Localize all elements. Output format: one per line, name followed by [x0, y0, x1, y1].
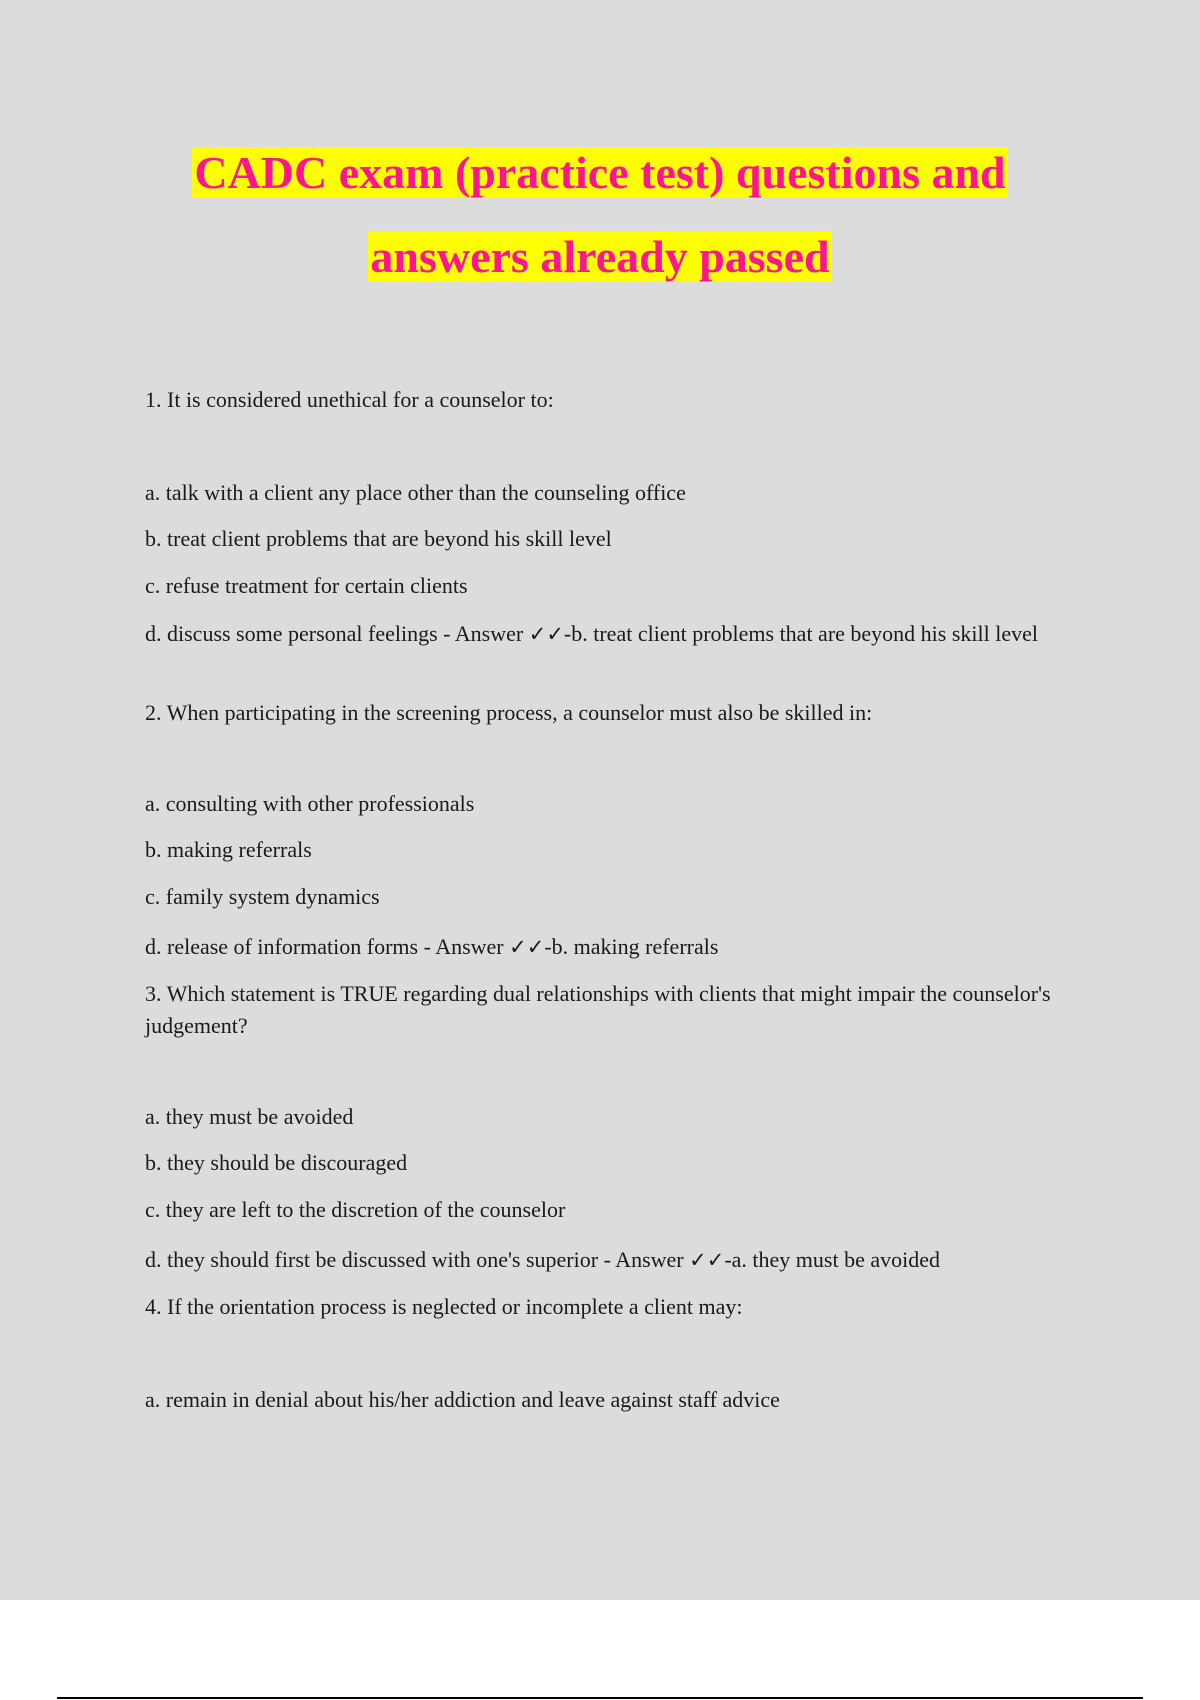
footer-rule [57, 1697, 1143, 1699]
question-4-option-a: a. remain in denial about his/her addiction and leave against staff advice [145, 1387, 780, 1412]
question-3-answer: -a. they must be avoided [724, 1247, 940, 1272]
question-2-option-b: b. making referrals [145, 837, 312, 862]
document-title-line-1 [0, 145, 1200, 201]
question-1-option-d: d. discuss some personal feelings - Answer [145, 621, 529, 646]
question-4-stem: 4. If the orientation process is neglected or incomplete a client may: [145, 1294, 743, 1319]
question-3-option-c: c. they are left to the discretion of the counselor [145, 1197, 566, 1222]
question-1-option-a: a. talk with a client any place other than the counseling office [145, 480, 686, 505]
question-2-stem: 2. When participating in the screening process, a counselor must also be skilled in: [145, 700, 873, 725]
checkmark-icon: ✓✓ [689, 1248, 725, 1272]
question-2-option-d-answer [145, 931, 718, 963]
question-3-option-a: a. they must be avoided [145, 1104, 354, 1129]
question-2-option-a: a. consulting with other professionals [145, 791, 475, 816]
document-title-line-2 [0, 229, 1200, 285]
question-2-option-d: d. release of information forms - Answer [145, 934, 510, 959]
question-1-stem: 1. It is considered unethical for a counselor to: [145, 387, 554, 412]
question-1-option-b: b. treat client problems that are beyond his skill level [145, 526, 612, 551]
checkmark-icon: ✓✓ [509, 935, 545, 959]
question-2-answer: -b. making referrals [544, 934, 719, 959]
question-3-stem: 3. Which statement is TRUE regarding dual relationships with clients that might impair the counselor's judgement? [145, 981, 1051, 1038]
question-1-option-d-answer [145, 618, 1085, 650]
question-2-option-c: c. family system dynamics [145, 884, 380, 909]
question-1-option-c: c. refuse treatment for certain clients [145, 573, 468, 598]
checkmark-icon: ✓✓ [528, 622, 564, 646]
question-1-answer: -b. treat client problems that are beyond his skill level [563, 621, 1039, 646]
question-3-option-d-answer [145, 1244, 940, 1276]
question-3-option-d: d. they should first be discussed with one's superior - Answer [145, 1247, 690, 1272]
question-3-option-b: b. they should be discouraged [145, 1150, 408, 1175]
title-highlight-2: answers already passed [370, 231, 830, 282]
title-highlight-1: CADC exam (practice test) questions and [194, 147, 1006, 198]
